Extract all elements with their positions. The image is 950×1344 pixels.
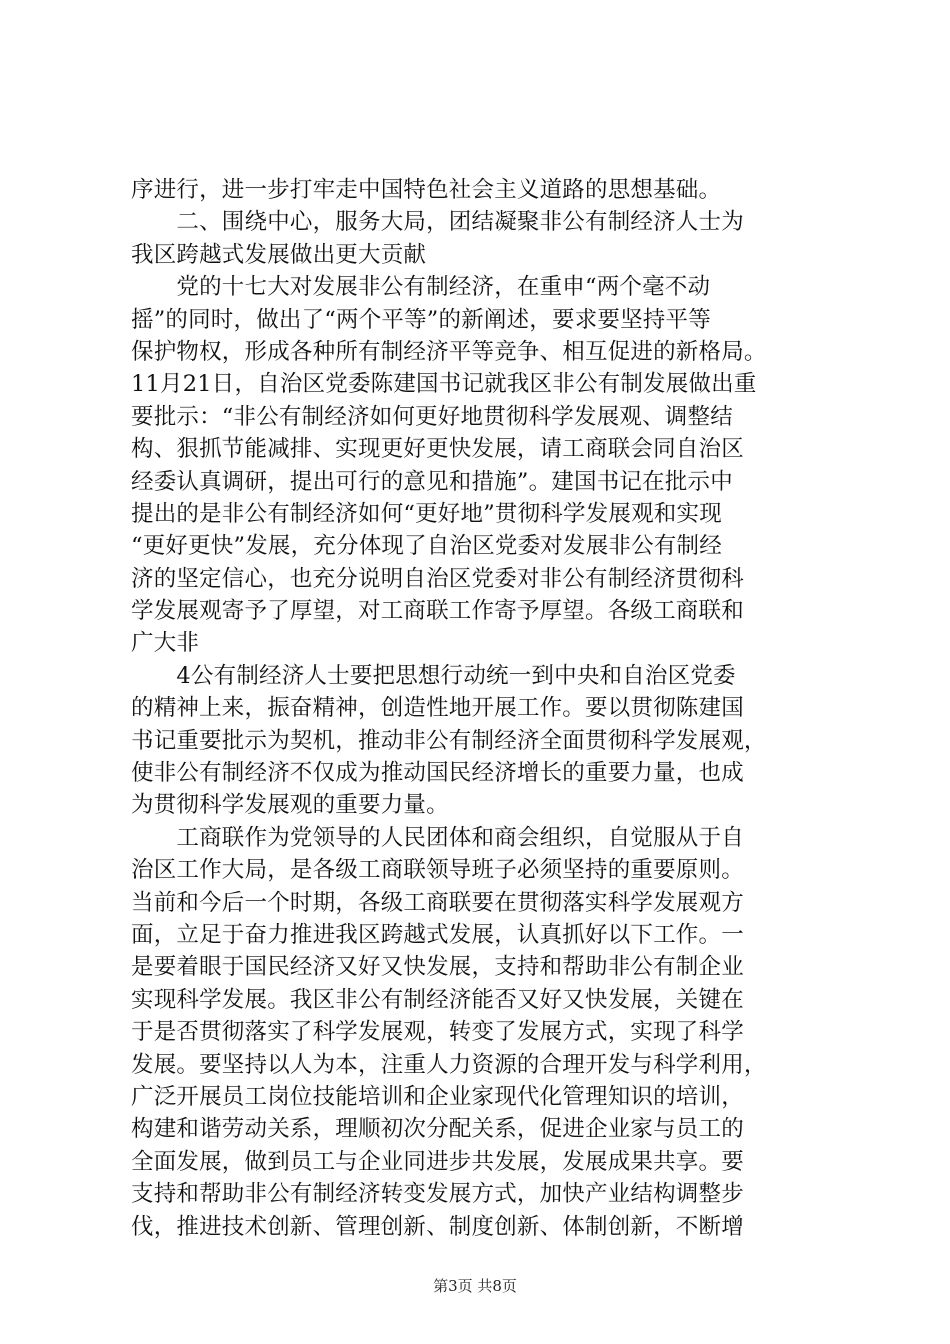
text-line: 的精神上来，振奋精神，创造性地开展工作。要以贯彻陈建国 <box>131 695 744 722</box>
text-line: 构、狠抓节能减排、实现更好更快发展，请工商联会同自治区 <box>131 436 744 463</box>
text-line: 于是否贯彻落实了科学发展观，转变了发展方式，实现了科学 <box>131 1019 744 1046</box>
text-line: 面，立足于奋力推进我区跨越式发展，认真抓好以下工作。一 <box>131 921 744 948</box>
text-line: 是要着眼于国民经济又好又快发展，支持和帮助非公有制企业 <box>131 954 744 981</box>
text-line: 要批示：“非公有制经济如何更好地贯彻科学发展观、调整结 <box>131 403 733 430</box>
text-line: “更好更快”发展，充分体现了自治区党委对发展非公有制经 <box>131 533 722 560</box>
text-line: 伐，推进技术创新、管理创新、制度创新、体制创新，不断增 <box>131 1213 744 1240</box>
text-line: 广泛开展员工岗位技能培训和企业家现代化管理知识的培训， <box>131 1083 744 1110</box>
text-line: 为贯彻科学发展观的重要力量。 <box>131 792 449 819</box>
text-line: 序进行，进一步打牢走中国特色社会主义道路的思想基础。 <box>131 177 722 203</box>
text-line: 工商联作为党领导的人民团体和商会组织，自觉服从于自 <box>131 824 744 851</box>
text-line: 构建和谐劳动关系，理顺初次分配关系，促进企业家与员工的 <box>131 1116 744 1143</box>
text-line: 支持和帮助非公有制经济转变发展方式，加快产业结构调整步 <box>131 1181 744 1208</box>
text-line: 学发展观寄予了厚望，对工商联工作寄予厚望。各级工商联和 <box>131 598 744 625</box>
section-heading-line: 二、围绕中心，服务大局，团结凝聚非公有制经济人士为 <box>131 209 744 236</box>
text-line: 摇”的同时，做出了“两个平等”的新阐述，要求要坚持平等 <box>131 306 711 333</box>
text-line: 书记重要批示为契机，推动非公有制经济全面贯彻科学发展观， <box>131 727 767 754</box>
page-number-footer: 第3页 共8页 <box>433 1277 517 1295</box>
text-line: 党的十七大对发展非公有制经济，在重申“两个毫不动 <box>131 274 711 301</box>
text-line: 保护物权，形成各种所有制经济平等竞争、相互促进的新格局。 <box>131 338 767 365</box>
text-line: 治区工作大局，是各级工商联领导班子必须坚持的重要原则。 <box>131 857 744 884</box>
text-line: 广大非 <box>131 630 200 657</box>
text-line: 使非公有制经济不仅成为推动国民经济增长的重要力量，也成 <box>131 760 744 787</box>
text-line: 当前和今后一个时期，各级工商联要在贯彻落实科学发展观方 <box>131 889 744 916</box>
text-line: 提出的是非公有制经济如何“更好地”贯彻科学发展观和实现 <box>131 500 722 527</box>
text-line: 济的坚定信心，也充分说明自治区党委对非公有制经济贯彻科 <box>131 565 744 592</box>
text-line: 全面发展，做到员工与企业同进步共发展，发展成果共享。要 <box>131 1148 744 1175</box>
text-line: 经委认真调研，提出可行的意见和措施”。建国书记在批示中 <box>131 468 733 495</box>
section-heading-line: 我区跨越式发展做出更大贡献 <box>131 241 427 268</box>
text-line: 4公有制经济人士要把思想行动统一到中央和自治区党委 <box>131 662 736 689</box>
text-line: 11月21日，自治区党委陈建国书记就我区非公有制发展做出重 <box>131 371 757 398</box>
body-text <box>131 174 831 1243</box>
text-line: 发展。要坚持以人为本，注重人力资源的合理开发与科学利用， <box>131 1051 767 1078</box>
text-line: 实现科学发展。我区非公有制经济能否又好又快发展，关键在 <box>131 986 744 1013</box>
